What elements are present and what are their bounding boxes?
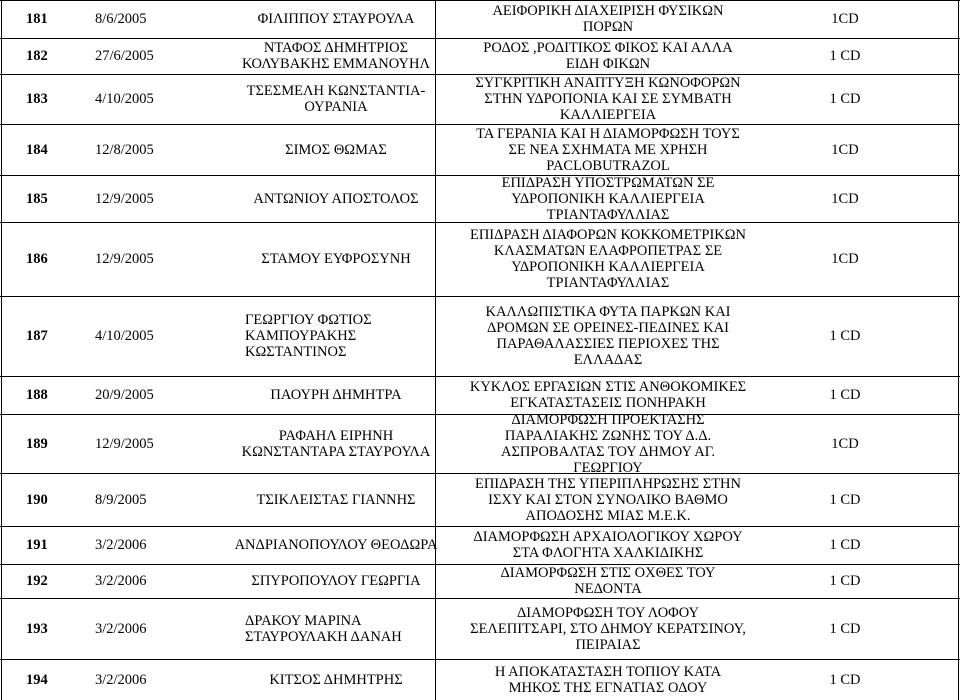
record-date: 27/6/2005: [95, 48, 154, 64]
record-title-line: ΕΛΛΑΔΑΣ: [573, 352, 643, 368]
record-media: 1 CD: [829, 387, 861, 403]
record-number: 191: [26, 537, 48, 553]
record-title-line: ΔΙΑΜΟΡΦΩΣΗ ΑΡΧΑΙΟΛΟΓΙΚΟΥ ΧΩΡΟΥ: [473, 529, 743, 545]
record-author-line: ΟΥΡΑΝΙΑ: [304, 99, 368, 115]
record-author-line: ΓΕΩΡΓΙΟΥ ΦΩΤΙΟΣ: [245, 312, 372, 328]
record-media: 1 CD: [829, 671, 861, 688]
record-number: 193: [26, 620, 48, 637]
record-author-line: ΤΣΕΣΜΕΛΗ ΚΩΝΣΤΑΝΤΙΑ-: [246, 83, 426, 99]
record-title-line: ΜΗΚΟΣ ΤΗΣ ΕΓΝΑΤΙΑΣ ΟΔΟΥ: [508, 679, 708, 696]
record-title: [440, 376, 776, 414]
record-date: 20/9/2005: [95, 387, 154, 403]
record-date: 12/9/2005: [95, 251, 154, 267]
record-number: 190: [26, 491, 48, 508]
record-author: [205, 526, 467, 564]
record-author-line: ΦΙΛΙΠΠΟΥ ΣΤΑΥΡΟΥΛΑ: [257, 11, 415, 27]
record-title-line: ΓΕΩΡΓΙΟΥ: [573, 459, 643, 476]
record-date: 12/8/2005: [95, 141, 154, 158]
record-number: 188: [26, 387, 48, 403]
record-media: 1 CD: [829, 491, 861, 508]
record-author-line: ΡΑΦΑΗΛ ΕΙΡΗΝΗ: [278, 427, 394, 444]
table-row: [0, 222, 960, 296]
record-author: [205, 0, 467, 38]
record-media: 1CD: [831, 251, 859, 267]
record-author-line: ΤΣΙΚΛΕΙΣΤΑΣ ΓΙΑΝΝΗΣ: [256, 491, 416, 508]
record-author-line: ΚΩΝΣΤΑΝΤΑΡΑ ΣΤΑΥΡΟΥΛΑ: [241, 443, 431, 460]
record-media: 1 CD: [829, 573, 861, 589]
record-number: 186: [26, 251, 48, 267]
record-author-line: ΣΙΜΟΣ ΘΩΜΑΣ: [285, 141, 387, 158]
record-author: [205, 564, 467, 598]
record-title-line: ΤΡΙΑΝΤΑΦΥΛΛΙΑΣ: [546, 206, 670, 223]
record-media: 1CD: [831, 141, 859, 158]
record-author-line: ΑΝΤΩΝΙΟΥ ΑΠΟΣΤΟΛΟΣ: [253, 190, 419, 207]
record-title-line: ΣΤΑ ΦΛΟΓΗΤΑ ΧΑΛΚΙΔΙΚΗΣ: [512, 545, 704, 561]
record-title-line: PACLOBUTRAZOL: [546, 157, 670, 174]
record-number: 183: [26, 91, 48, 107]
record-date: 4/10/2005: [95, 91, 154, 107]
record-author-line: ΣΤΑΜΟΥ ΕΥΦΡΟΣΥΝΗ: [261, 251, 411, 267]
record-title-line: ΕΠΙΔΡΑΣΗ ΔΙΑΦΟΡΩΝ ΚΟΚΚΟΜΕΤΡΙΚΩΝ: [469, 227, 747, 243]
record-author-line: ΚΙΤΣΟΣ ΔΗΜΗΤΡΗΣ: [269, 671, 403, 688]
record-title-line: ΚΥΚΛΟΣ ΕΡΓΑΣΙΩΝ ΣΤΙΣ ΑΝΘΟΚΟΜΙΚΕΣ: [469, 379, 747, 395]
record-number: 192: [26, 573, 48, 589]
record-title: [440, 526, 776, 564]
table-row: [0, 526, 960, 564]
record-author: [205, 175, 467, 222]
record-author-line: ΚΩΣΤΑΝΤΙΝΟΣ: [245, 344, 347, 360]
table-row: [0, 376, 960, 414]
record-title: [440, 659, 776, 700]
record-title-line: ΚΑΛΛΩΠΙΣΤΙΚΑ ΦΥΤΑ ΠΑΡΚΩΝ ΚΑΙ: [485, 304, 731, 320]
record-title-line: ΠΑΡΑΘΑΛΑΣΣΙΕΣ ΠΕΡΙΟΧΕΣ ΤΗΣ: [496, 336, 720, 352]
record-title-line: ΕΓΚΑΤΑΣΤΑΣΕΙΣ ΠΟΝΗΡΑΚΗ: [510, 395, 706, 411]
record-number: 181: [26, 11, 48, 27]
record-title-line: ΕΠΙΔΡΑΣΗ ΤΗΣ ΥΠΕΡΙΠΛΗΡΩΣΗΣ ΣΤΗΝ: [474, 475, 742, 492]
record-title-line: ΠΕΙΡΑΙΑΣ: [575, 636, 641, 653]
record-title: [440, 411, 776, 476]
record-title-line: ΝΕΔΟΝΤΑ: [574, 581, 642, 597]
record-title-line: ΔΙΑΜΟΡΦΩΣΗ ΠΡΟΕΚΤΑΣΗΣ: [511, 411, 705, 428]
record-date: 3/2/2006: [95, 537, 147, 553]
record-author: [205, 473, 467, 526]
record-author-line: ΑΝΔΡΙΑΝΟΠΟΥΛΟΥ ΘΕΟΔΩΡΑ: [234, 537, 438, 553]
record-title-line: ΣΥΓΚΡΙΤΙΚΗ ΑΝΑΠΤΥΞΗ ΚΩΝΟΦΟΡΩΝ: [475, 75, 741, 91]
record-author-line: ΠΑΟΥΡΗ ΔΗΜΗΤΡΑ: [270, 387, 402, 403]
record-author: [205, 659, 467, 700]
record-title: [440, 222, 776, 296]
record-title: [440, 296, 776, 376]
record-title: [440, 564, 776, 598]
record-title: [440, 74, 776, 124]
table-row: [0, 74, 960, 124]
record-author: [205, 74, 467, 124]
record-date: 4/10/2005: [95, 328, 154, 344]
record-media: 1 CD: [829, 537, 861, 553]
record-title-line: ΥΔΡΟΠΟΝΙΚΗ ΚΑΛΛΙΕΡΓΕΙΑ: [511, 190, 705, 207]
table-row: [0, 124, 960, 175]
record-author-line: ΚΑΜΠΟΥΡΑΚΗΣ: [245, 328, 357, 344]
record-title-line: ΣΤΗΝ ΥΔΡΟΠΟΝΙΑ ΚΑΙ ΣΕ ΣΥΜΒΑΤΗ: [484, 91, 732, 107]
record-number: 182: [26, 48, 48, 64]
table-row: [0, 473, 960, 526]
record-date: 3/2/2006: [95, 573, 147, 589]
record-date: 3/2/2006: [95, 671, 147, 688]
record-title-line: ΤΑ ΓΕΡΑΝΙΑ ΚΑΙ Η ΔΙΑΜΟΡΦΩΣΗ ΤΟΥΣ: [476, 125, 740, 142]
record-author-line: ΔΡΑΚΟΥ ΜΑΡΙΝΑ: [245, 612, 362, 629]
record-title-line: ΚΛΑΣΜΑΤΩΝ ΕΛΑΦΡΟΠΕΤΡΑΣ ΣΕ: [493, 243, 723, 259]
record-author: [205, 124, 467, 175]
record-title-line: ΠΑΡΑΛΙΑΚΗΣ ΖΩΝΗΣ ΤΟΥ Δ.Δ.: [504, 427, 712, 444]
record-number: 187: [26, 328, 48, 344]
record-number: 189: [26, 435, 48, 452]
record-date: 3/2/2006: [95, 620, 147, 637]
record-media: 1 CD: [829, 328, 861, 344]
record-date: 8/9/2005: [95, 491, 147, 508]
record-title-line: ΑΕΙΦΟΡΙΚΗ ΔΙΑΧΕΙΡΙΣΗ ΦΥΣΙΚΩΝ: [492, 3, 724, 19]
record-title-line: ΣΕΛΕΠΙΤΣΑΡΙ, ΣΤΟ ΔΗΜΟΥ ΚΕΡΑΤΣΙΝΟΥ,: [470, 620, 746, 637]
record-author: [205, 222, 467, 296]
table-row: [0, 296, 960, 376]
record-title-line: ΡΟΔΟΣ ,ΡΟΔΙΤΙΚΟΣ ΦΙΚΟΣ ΚΑΙ ΑΛΛΑ: [483, 40, 733, 56]
table-row: [0, 598, 960, 659]
table-row: [0, 411, 960, 476]
record-title-line: ΔΡΟΜΩΝ ΣΕ ΟΡΕΙΝΕΣ-ΠΕΔΙΝΕΣ ΚΑΙ: [486, 320, 729, 336]
record-title: [440, 175, 776, 222]
record-date: 12/9/2005: [95, 190, 154, 207]
record-number: 194: [26, 671, 48, 688]
record-media: 1 CD: [829, 91, 861, 107]
record-title-line: ΔΙΑΜΟΡΦΩΣΗ ΤΟΥ ΛΟΦΟΥ: [516, 604, 699, 621]
record-title-line: ΑΠΟΔΟΣΗΣ ΜΙΑΣ Μ.Ε.Κ.: [525, 507, 691, 524]
record-title-line: ΤΡΙΑΝΤΑΦΥΛΛΙΑΣ: [546, 275, 670, 291]
record-title: [440, 0, 776, 38]
record-date: 8/6/2005: [95, 11, 147, 27]
record-title-line: ΙΣΧΥ ΚΑΙ ΣΤΟΝ ΣΥΝΟΛΙΚΟ ΒΑΘΜΟ: [488, 491, 728, 508]
record-title-line: ΕΠΙΔΡΑΣΗ ΥΠΟΣΤΡΩΜΑΤΩΝ ΣΕ: [501, 174, 715, 191]
record-title-line: ΠΟΡΩΝ: [582, 19, 634, 35]
record-media: 1CD: [831, 435, 859, 452]
record-author-line: ΣΤΑΥΡΟΥΛΑΚΗ ΔΑΝΑΗ: [245, 628, 402, 645]
record-title: [440, 598, 776, 659]
record-media: 1 CD: [829, 48, 861, 64]
record-author-line: ΚΟΛΥΒΑΚΗΣ ΕΜΜΑΝΟΥΗΛ: [242, 56, 430, 72]
record-media: 1CD: [831, 190, 859, 207]
record-title-line: ΔΙΑΜΟΡΦΩΣΗ ΣΤΙΣ ΟΧΘΕΣ ΤΟΥ: [500, 565, 716, 581]
record-media: 1 CD: [829, 620, 861, 637]
record-title-line: ΚΑΛΛΙΕΡΓΕΙΑ: [559, 107, 657, 123]
record-title: [440, 124, 776, 175]
record-title: [440, 38, 776, 74]
record-number: 185: [26, 190, 48, 207]
record-title-line: ΣΕ ΝΕΑ ΣΧΗΜΑΤΑ ΜΕ ΧΡΗΣΗ: [508, 141, 708, 158]
record-author-line: ΝΤΑΦΟΣ ΔΗΜΗΤΡΙΟΣ: [263, 40, 409, 56]
record-author-line: ΣΠΥΡΟΠΟΥΛΟΥ ΓΕΩΡΓΙΑ: [251, 573, 421, 589]
table-row: [0, 38, 960, 74]
record-title: [440, 473, 776, 526]
record-title-line: Η ΑΠΟΚΑΤΑΣΤΑΣΗ ΤΟΠΙΟΥ ΚΑΤΑ: [494, 663, 722, 680]
table-row: [0, 0, 960, 38]
table-row: [0, 564, 960, 598]
record-author: [205, 376, 467, 414]
record-number: 184: [26, 141, 48, 158]
record-author: [205, 38, 467, 74]
table-row: [0, 659, 960, 700]
table-row: [0, 175, 960, 222]
record-author: [205, 414, 467, 473]
record-date: 12/9/2005: [95, 435, 154, 452]
record-title-line: ΕΙΔΗ ΦΙΚΩΝ: [565, 56, 651, 72]
record-title-line: ΥΔΡΟΠΟΝΙΚΗ ΚΑΛΛΙΕΡΓΕΙΑ: [511, 259, 705, 275]
record-media: 1CD: [831, 11, 859, 27]
record-title-line: ΑΣΠΡΟΒΑΛΤΑΣ ΤΟΥ ΔΗΜΟΥ ΑΓ.: [501, 443, 715, 460]
